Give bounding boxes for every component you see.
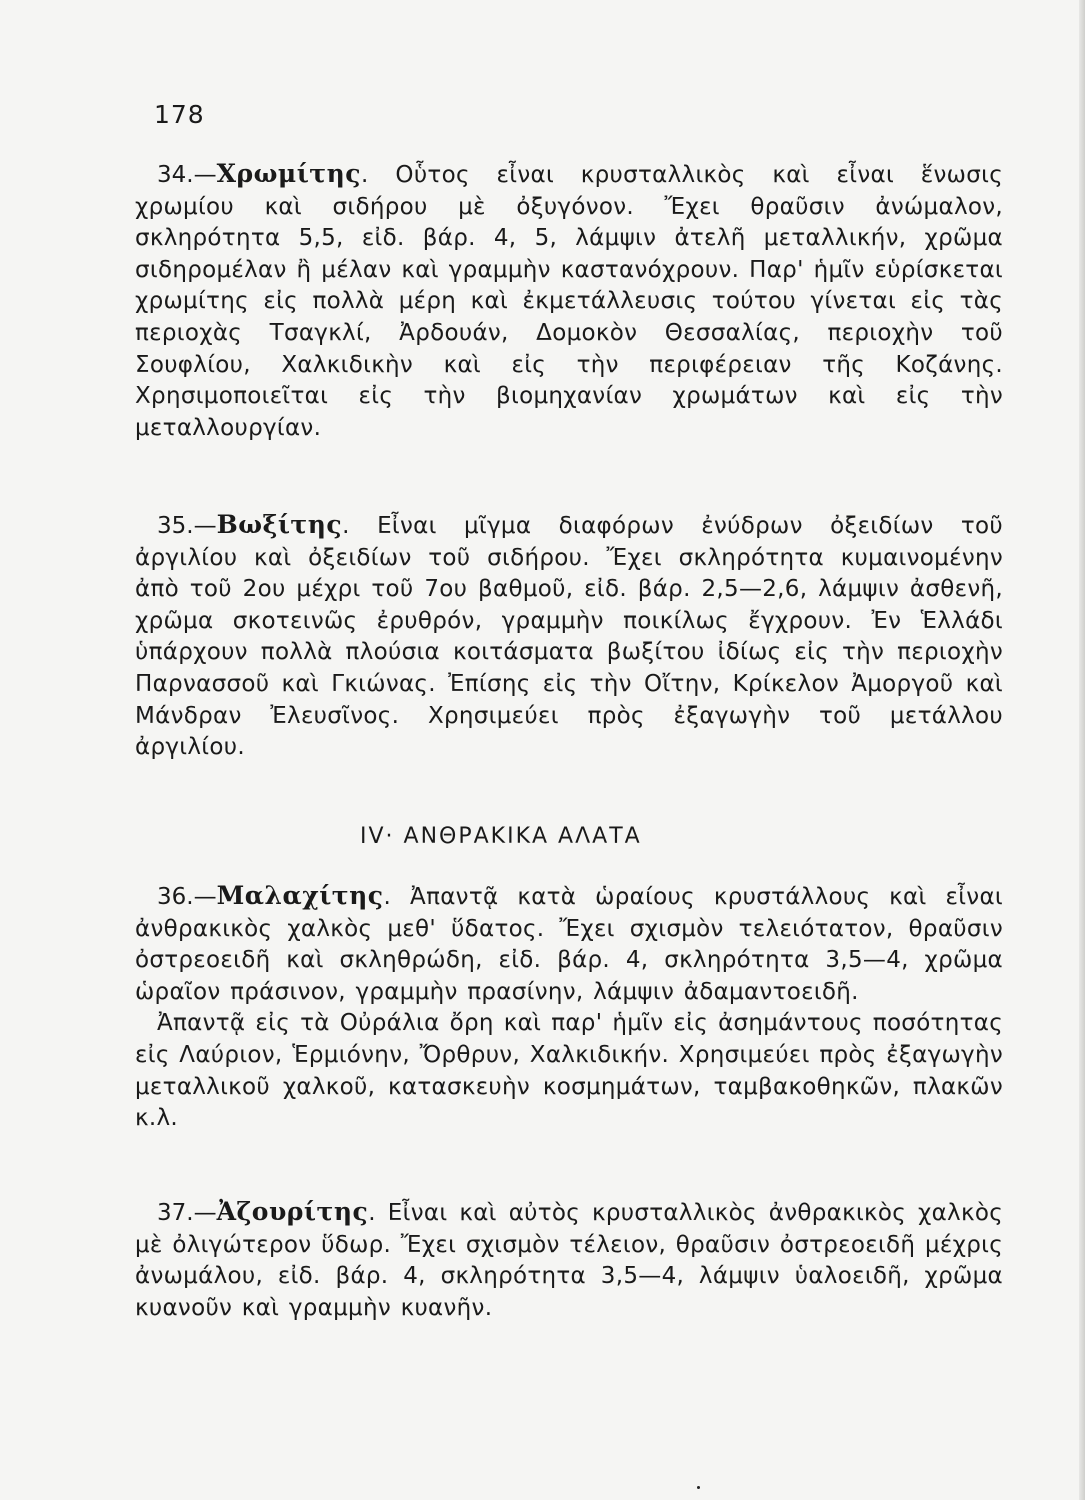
print-speck — [697, 1486, 700, 1489]
entry-text: . Εἶναι καὶ αὐτὸς κρυσταλλικὸς ἀνθρακικὸς χαλκὸς μὲ ὀλιγώτερον ὕδωρ. Ἔχει σχισμὸν τέλειον, θραῦσιν ὀστρεοειδῆ μέχρις ἀνωμάλου, εἰδ. βάρ. 4, σκληρότητα 3,5—4, λάμψιν ὑαλοειδῆ, χρῶμα κυανοῦν καὶ γραμμὴν κυανῆν. — [135, 1200, 1003, 1321]
entry-paragraph — [135, 509, 1003, 764]
mineral-name: Χρωμίτης — [216, 159, 362, 188]
entry-paragraph-continued: Ἀπαντᾷ εἰς τὰ Οὐράλια ὄρη καὶ παρ' ἡμῖν εἰς ἀσημάντους ποσότητας εἰς Λαύριον, Ἑρμιόνην, Ὄρθρυν, Χαλκιδικήν. Χρησιμεύει πρὸς ἐξαγωγὴν μεταλλικοῦ χαλκοῦ, κατασκευὴν κοσμημάτων, ταμβακοθηκῶν, πλακῶν κ.λ. — [135, 1010, 1003, 1132]
entry-number: 37.— — [157, 1200, 217, 1226]
mineral-name: Βωξίτης — [216, 510, 343, 539]
entry-azurite — [135, 1196, 1003, 1324]
entry-text: . Ἀπαντᾷ κατὰ ὡραίους κρυστάλλους καὶ εἶναι ἀνθρακικὸς χαλκὸς μεθ' ὕδατος. Ἔχει σχισμὸν τελειότατον, θραῦσιν ὀστρεοειδῆ καὶ σκληθρώδη, εἰδ. βάρ. 4, σκληρότητα 3,5—4, χρῶμα ὡραῖον πράσινον, γραμμὴν πρασίνην, λάμψιν ἀδαμαντοειδῆ. — [135, 884, 1003, 1005]
section-heading: IV· ΑΝΘΡΑΚΙΚΑ ΑΛΑΤΑ — [360, 824, 642, 849]
entry-chromite — [135, 158, 1003, 444]
entry-paragraph — [135, 158, 1003, 444]
page-number: 178 — [154, 100, 205, 129]
entry-paragraph — [135, 1196, 1003, 1324]
entry-text: . Εἶναι μῖγμα διαφόρων ἐνύδρων ὀξειδίων τοῦ ἀργιλίου καὶ ὀξειδίων τοῦ σιδήρου. Ἔχει σκληρότητα κυμαινομένην ἀπὸ τοῦ 2ου μέχρι τοῦ 7ου βαθμοῦ, εἰδ. βάρ. 2,5—2,6, λάμψιν ἀσθενῆ, χρῶμα σκοτεινῶς ἐρυθρόν, γραμμὴν ποικίλως ἔγχρουν. Ἐν Ἑλλάδι ὑπάρχουν πολλὰ πλούσια κοιτάσματα βωξίτου ἰδίως εἰς τὴν περιοχὴν Παρνασσοῦ καὶ Γκιώνας. Ἐπίσης εἰς τὴν Οἴτην, Κρίκελον Ἀμοργοῦ καὶ Μάνδραν Ἐλευσῖνος. Χρησιμεύει πρὸς ἐξαγωγὴν τοῦ μετάλλου ἀργιλίου. — [135, 513, 1003, 761]
entry-number: 34.— — [157, 162, 217, 188]
mineral-name: Ἀζουρίτης — [216, 1197, 369, 1226]
entry-number: 36.— — [157, 884, 217, 910]
entry-paragraph — [135, 880, 1003, 1008]
entry-text: . Οὗτος εἶναι κρυσταλλικὸς καὶ εἶναι ἕνωσις χρωμίου καὶ σιδήρου μὲ ὀξυγόνον. Ἔχει θραῦσιν ἀνώμαλον, σκληρότητα 5,5, εἰδ. βάρ. 4, 5, λάμψιν ἀτελῆ μεταλλικήν, χρῶμα σιδηρομέλαν ἢ μέλαν καὶ γραμμὴν καστανόχρουν. Παρ' ἡμῖν εὑρίσκεται χρωμίτης εἰς πολλὰ μέρη καὶ ἐκμετάλλευσις τούτου γίνεται εἰς τὰς περιοχὰς Τσαγκλί, Ἀρδουάν, Δομοκὸν Θεσσαλίας, περιοχὴν τοῦ Σουφλίου, Χαλκιδικὴν καὶ εἰς τὴν περιφέρειαν τῆς Κοζάνης. Χρησιμοποιεῖται εἰς τὴν βιομηχανίαν χρωμάτων καὶ εἰς τὴν μεταλλουργίαν. — [135, 162, 1003, 441]
entry-number: 35.— — [157, 513, 217, 539]
mineral-name: Μαλαχίτης — [216, 881, 384, 910]
entry-bauxite — [135, 509, 1003, 764]
entry-malachite — [135, 880, 1003, 1135]
page-edge-shadow — [1079, 0, 1085, 1500]
